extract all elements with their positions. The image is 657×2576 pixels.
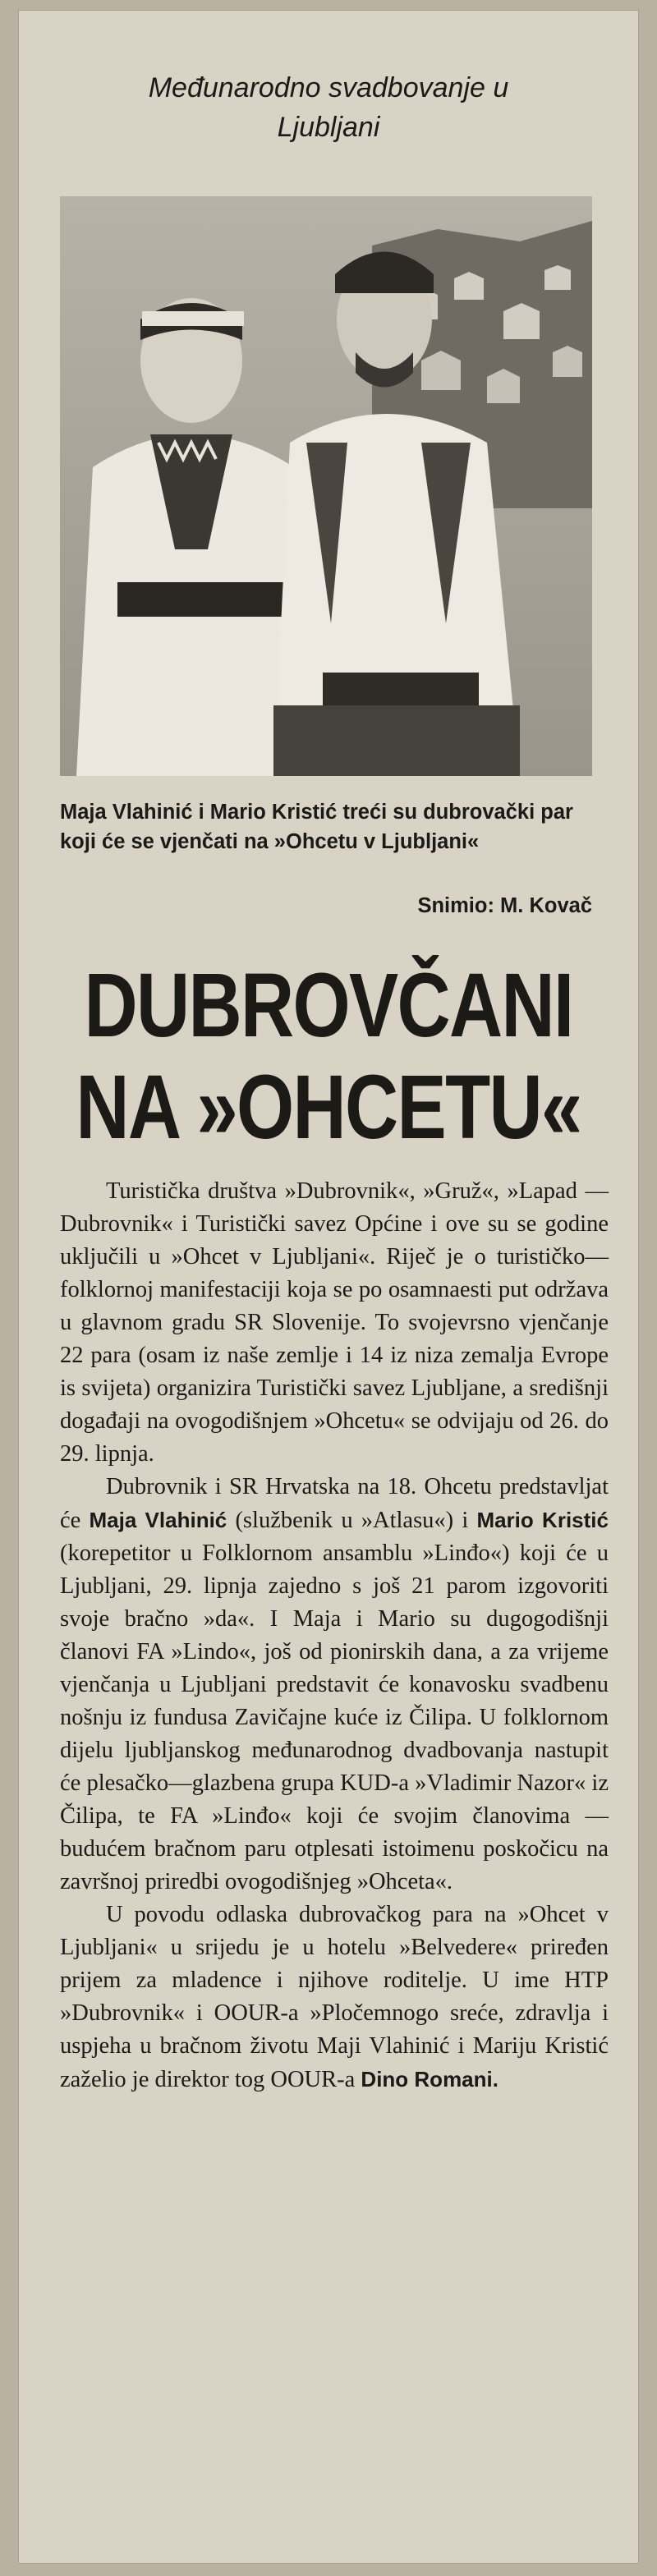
article-body — [60, 1175, 609, 2096]
photo-illustration — [60, 196, 592, 776]
article-kicker — [19, 68, 638, 147]
kicker-line-2: Ljubljani — [277, 112, 380, 143]
couple-photo — [60, 196, 592, 776]
paragraph-2-text-c: (korepetitor u Folklornom ansamblu »Linđo«) koji će u Ljubljani, 29. lipnja zajedno s još 21 parom izgovoriti svoje bračno »da«. I Maja i Mario su dugogodišnji članovi FA »Lindo«, još od pionirskih dana, a za vrijeme vjenčanja u Ljubljani predstavit će konavosku svadbenu nošnju iz fundusa Zavičajne kuće iz Čilipa. U folklornom dijelu ljubljanskog međunarodnog dvadbovanja nastupit će plesačko—glazbena grupa KUD-a »Vladimir Nazor« iz Čilipa, te FA »Linđo« koji će svojim članovima — budućem bračnom paru otplesati istoimenu poskočicu na završnoj priredbi ovogodišnjeg »Ohceta«. — [60, 1541, 609, 1894]
director-name: Dino Romani. — [361, 2067, 498, 2092]
headline-line-2: NA »OHCETU« — [76, 1057, 581, 1158]
groom-name: Mario Kristić — [476, 1508, 609, 1532]
headline-line-1: DUBROVČANI — [84, 955, 573, 1056]
photo-credit: Snimio: M. Kovač — [417, 894, 592, 917]
paragraph-2-text-b: (službenik u »Atlasu«) i — [227, 1508, 477, 1533]
paragraph-2-text-a: Dubrovnik i SR Hrvatska na 18. Ohcetu predstavljat će — [60, 1474, 609, 1533]
paragraph-3 — [60, 1899, 609, 2096]
paragraph-3-text: U povodu odlaska dubrovačkog para na »Ohcet v Ljubljani« u srijedu je u hotelu »Belvedere« priređen prijem za mladence i njihove roditelje. U ime HTP »Dubrovnik« i OOUR-a »Pločemnogo sreće, zdravlja i uspjeha u bračnom životu Maji Vlahinić i Mariju Kristić zaželio je direktor tog OOUR-a — [60, 1902, 609, 2092]
paragraph-2 — [60, 1471, 609, 1899]
bride-name: Maja Vlahinić — [89, 1508, 227, 1532]
kicker-line-1: Međunarodno svadbovanje u — [148, 72, 509, 103]
headline — [75, 955, 582, 1159]
photo-caption: Maja Vlahinić i Mario Kristić treći su dubrovački par koji će se vjenčati na »Ohcetu v Ljubljani« — [60, 801, 573, 853]
paragraph-1: Turistička društva »Dubrovnik«, »Gruž«, »Lapad — Dubrovnik« i Turistički savez Općine i ove su se godine uključili u »Ohcet v Ljubljani«. Riječ je o turističko—folklornoj manifestaciji koja se po osamnaesti put održava u glavnom gradu SR Slovenije. To svojevrsno vjenčanje 22 para (osam iz naše zemlje i 14 iz niza zemalja Evrope is svijeta) organizira Turistički savez Ljubljane, a središnji događaji na ovogodišnjem »Ohcetu« se odvijaju od 26. do 29. lipnja. — [60, 1178, 609, 1467]
newspaper-clipping — [18, 10, 639, 2564]
